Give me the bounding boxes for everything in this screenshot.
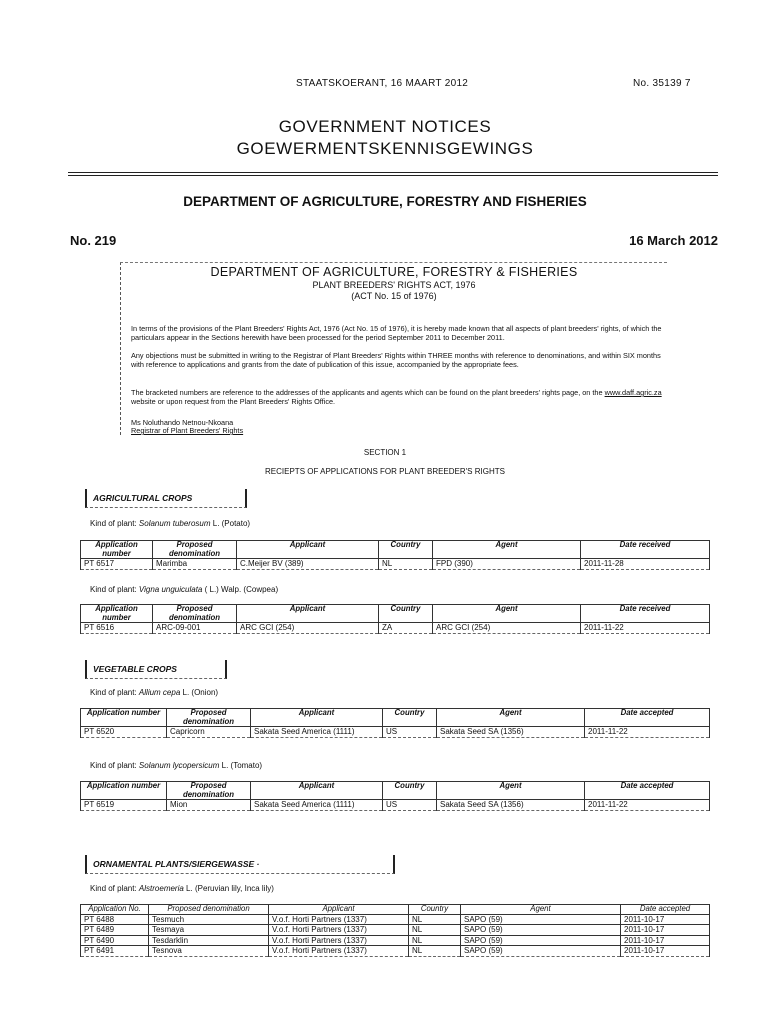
table-row bbox=[81, 800, 710, 811]
country-cell: ZA bbox=[379, 623, 433, 634]
date-cell: 2011-10-17 bbox=[621, 935, 710, 946]
applicant-cell: Sakata Seed America (1111) bbox=[251, 727, 383, 738]
column-header: Proposed denomination bbox=[153, 605, 237, 623]
country-cell: NL bbox=[409, 946, 461, 957]
category-agricultural-crops: AGRICULTURAL CROPS bbox=[85, 489, 247, 508]
application-number-cell: PT 6520 bbox=[81, 727, 167, 738]
column-header: Applicant bbox=[269, 905, 409, 915]
gazette-header: STAATSKOERANT, 16 MAART 2012 bbox=[296, 78, 469, 89]
column-header: Agent bbox=[433, 541, 581, 559]
column-header: Proposed denomination bbox=[167, 782, 251, 800]
denomination-cell: Capricorn bbox=[167, 727, 251, 738]
agent-cell: SAPO (59) bbox=[461, 925, 621, 936]
denomination-cell: Tesmaya bbox=[149, 925, 269, 936]
column-header: Application number bbox=[81, 605, 153, 623]
application-number-cell: PT 6519 bbox=[81, 800, 167, 811]
country-cell: NL bbox=[409, 925, 461, 936]
denomination-cell: Tesnova bbox=[149, 946, 269, 957]
section-label: SECTION 1 bbox=[363, 448, 407, 457]
applicant-cell: V.o.f. Horti Partners (1337) bbox=[269, 914, 409, 925]
notice-date: 16 March 2012 bbox=[629, 233, 718, 248]
country-cell: US bbox=[383, 800, 437, 811]
country-cell: NL bbox=[409, 914, 461, 925]
applicant-cell: C.Meijer BV (389) bbox=[237, 559, 379, 570]
date-cell: 2011-11-22 bbox=[581, 623, 710, 634]
page-number: No. 35139 7 bbox=[633, 78, 691, 89]
signer-title: Registrar of Plant Breeders' Rights bbox=[131, 426, 244, 435]
column-header: Agent bbox=[437, 709, 585, 727]
box-title: DEPARTMENT OF AGRICULTURE, FORESTRY & FISHERIES bbox=[210, 265, 578, 279]
country-cell: NL bbox=[379, 559, 433, 570]
column-header: Agent bbox=[461, 905, 621, 915]
divider bbox=[68, 175, 718, 176]
column-header: Agent bbox=[433, 605, 581, 623]
divider bbox=[68, 172, 718, 173]
column-header: Application number bbox=[81, 709, 167, 727]
agent-cell: FPD (390) bbox=[433, 559, 581, 570]
column-header: Applicant bbox=[251, 709, 383, 727]
box-act: PLANT BREEDERS' RIGHTS ACT, 1976 bbox=[312, 280, 476, 290]
denomination-cell: Marimba bbox=[153, 559, 237, 570]
denomination-cell: ARC-09-001 bbox=[153, 623, 237, 634]
title-government-notices: GOVERNMENT NOTICES bbox=[278, 117, 492, 136]
applicant-cell: V.o.f. Horti Partners (1337) bbox=[269, 925, 409, 936]
applicant-cell: V.o.f. Horti Partners (1337) bbox=[269, 935, 409, 946]
table-row bbox=[81, 935, 710, 946]
applicant-cell: V.o.f. Horti Partners (1337) bbox=[269, 946, 409, 957]
denomination-cell: Tesdarklin bbox=[149, 935, 269, 946]
agent-cell: SAPO (59) bbox=[461, 946, 621, 957]
signer-name: Ms Noluthando Netnou-Nkoana bbox=[131, 418, 234, 427]
applicant-cell: Sakata Seed America (1111) bbox=[251, 800, 383, 811]
column-header: Proposed denomination bbox=[153, 541, 237, 559]
table-potato bbox=[80, 540, 710, 570]
table-row bbox=[81, 914, 710, 925]
kind-of-plant-potato: Kind of plant: Solanum tuberosum L. (Potato) bbox=[90, 519, 251, 528]
date-cell: 2011-11-22 bbox=[585, 727, 710, 738]
application-number-cell: PT 6516 bbox=[81, 623, 153, 634]
table-row bbox=[81, 559, 710, 570]
box-paragraph-1: In terms of the provisions of the Plant Breeders' Rights Act, 1976 (Act No. 15 of 1976), it is hereby made known that all aspects of plant breeders' rights, of which the particulars appear in the Sections herewith have been processed for the period September 2011 to December 2011. bbox=[131, 324, 662, 342]
kind-of-plant-alstroemeria: Kind of plant: Alstroemeria L. (Peruvian lily, Inca lily) bbox=[90, 884, 274, 893]
column-header: Applicant bbox=[237, 541, 379, 559]
column-header: Country bbox=[379, 605, 433, 623]
category-vegetable-crops: VEGETABLE CROPS bbox=[85, 660, 227, 679]
application-number-cell: PT 6491 bbox=[81, 946, 149, 957]
country-cell: NL bbox=[409, 935, 461, 946]
date-cell: 2011-10-17 bbox=[621, 946, 710, 957]
agent-cell: SAPO (59) bbox=[461, 935, 621, 946]
agent-cell: Sakata Seed SA (1356) bbox=[437, 727, 585, 738]
category-ornamental-plants: ORNAMENTAL PLANTS/SIERGEWASSE · bbox=[85, 855, 395, 874]
column-header: Date received bbox=[581, 541, 710, 559]
column-header: Date accepted bbox=[585, 709, 710, 727]
table-row bbox=[81, 946, 710, 957]
kind-of-plant-tomato: Kind of plant: Solanum lycopersicum L. (Tomato) bbox=[90, 761, 263, 770]
title-goewermentskennisgewings: GOEWERMENTSKENNISGEWINGS bbox=[236, 139, 534, 158]
box-paragraph-2: Any objections must be submitted in writing to the Registrar of Plant Breeders' Rights within THREE months with reference to denominations, and within SIX months with reference to applications and grants from the date of publication of this issue, accompanied by the appropriate fees. bbox=[131, 351, 661, 369]
column-header: Country bbox=[379, 541, 433, 559]
kind-of-plant-cowpea: Kind of plant: Vigna unguiculata ( L.) Walp. (Cowpea) bbox=[90, 585, 279, 594]
column-header: Date accepted bbox=[585, 782, 710, 800]
application-number-cell: PT 6517 bbox=[81, 559, 153, 570]
denomination-cell: Mion bbox=[167, 800, 251, 811]
box-act-number: (ACT No. 15 of 1976) bbox=[351, 291, 437, 301]
table-row bbox=[81, 925, 710, 936]
applicant-cell: ARC GCI (254) bbox=[237, 623, 379, 634]
table-row bbox=[81, 623, 710, 634]
application-number-cell: PT 6490 bbox=[81, 935, 149, 946]
column-header: Country bbox=[383, 709, 437, 727]
column-header: Application No. bbox=[81, 905, 149, 915]
box-paragraph-3: The bracketed numbers are reference to the addresses of the applicants and agents which can be found on the plant breeders' rights page, on the www.daff.agric.za website or upon request from the Plant Breeders' Rights Office. bbox=[131, 388, 662, 406]
department-heading: DEPARTMENT OF AGRICULTURE, FORESTRY AND FISHERIES bbox=[183, 194, 587, 209]
column-header: Agent bbox=[437, 782, 585, 800]
application-number-cell: PT 6488 bbox=[81, 914, 149, 925]
date-cell: 2011-10-17 bbox=[621, 914, 710, 925]
date-cell: 2011-10-17 bbox=[621, 925, 710, 936]
denomination-cell: Tesmuch bbox=[149, 914, 269, 925]
column-header: Applicant bbox=[251, 782, 383, 800]
column-header: Application number bbox=[81, 782, 167, 800]
date-cell: 2011-11-28 bbox=[581, 559, 710, 570]
agent-cell: Sakata Seed SA (1356) bbox=[437, 800, 585, 811]
section-title: RECIEPTS OF APPLICATIONS FOR PLANT BREEDER'S RIGHTS bbox=[265, 467, 505, 476]
column-header: Proposed denomination bbox=[149, 905, 269, 915]
notice-number: No. 219 bbox=[70, 233, 117, 248]
column-header: Date received bbox=[581, 605, 710, 623]
table-row bbox=[81, 727, 710, 738]
date-cell: 2011-11-22 bbox=[585, 800, 710, 811]
column-header: Country bbox=[409, 905, 461, 915]
column-header: Proposed denomination bbox=[167, 709, 251, 727]
agent-cell: ARC GCI (254) bbox=[433, 623, 581, 634]
kind-of-plant-onion: Kind of plant: Allium cepa L. (Onion) bbox=[90, 688, 219, 697]
table-alstroemeria bbox=[80, 904, 710, 957]
column-header: Application number bbox=[81, 541, 153, 559]
agent-cell: SAPO (59) bbox=[461, 914, 621, 925]
column-header: Applicant bbox=[237, 605, 379, 623]
column-header: Date accepted bbox=[621, 905, 710, 915]
application-number-cell: PT 6489 bbox=[81, 925, 149, 936]
notice-box bbox=[120, 262, 667, 435]
table-onion bbox=[80, 708, 710, 738]
table-tomato bbox=[80, 781, 710, 811]
table-cowpea bbox=[80, 604, 710, 634]
country-cell: US bbox=[383, 727, 437, 738]
column-header: Country bbox=[383, 782, 437, 800]
website-link[interactable]: www.daff.agric.za bbox=[604, 388, 662, 397]
